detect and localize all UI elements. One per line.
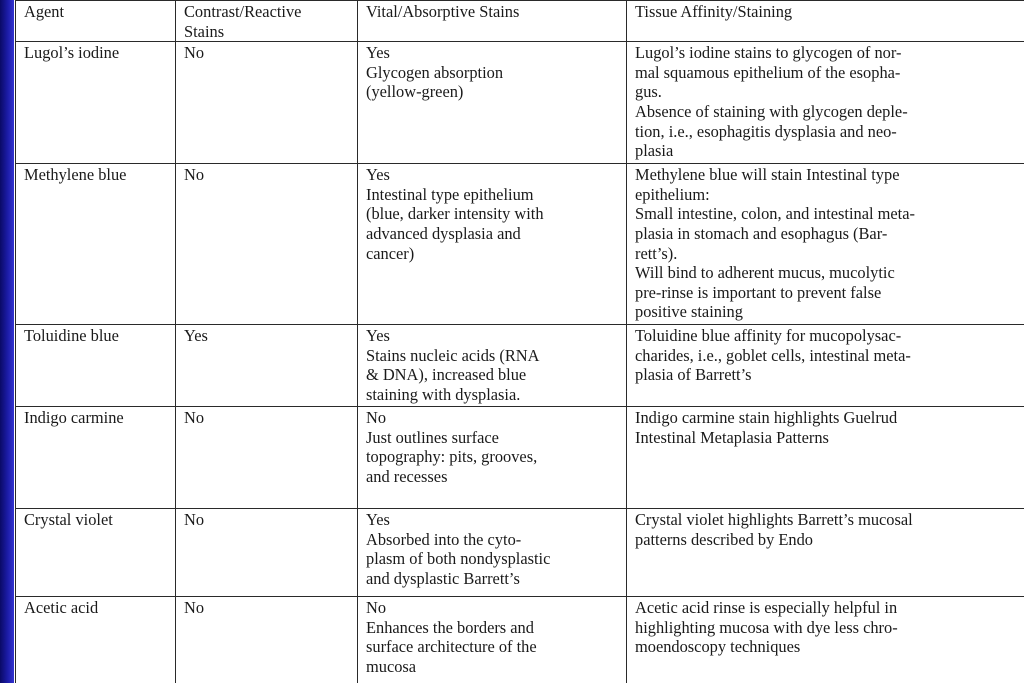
cell-tissue-affinity xyxy=(627,164,1024,325)
cell-line: Yes xyxy=(184,326,208,346)
cell-line: No xyxy=(366,408,387,428)
table-row xyxy=(16,597,1024,683)
cell-line: mal squamous epithelium of the esopha- xyxy=(635,62,901,82)
table-row xyxy=(16,407,1024,509)
cell-line: Acetic acid rinse is especially helpful in xyxy=(635,598,898,618)
cell-line: Tissue Affinity/Staining xyxy=(635,2,793,21)
cell-line: cancer) xyxy=(366,243,415,263)
cell-line: rett’s). xyxy=(635,243,678,263)
cell-line: Vital/Absorptive Stains xyxy=(366,2,520,21)
cell-line: Toluidine blue affinity for mucopolysac- xyxy=(635,326,902,346)
cell-line: Crystal violet highlights Barrett’s mucosal xyxy=(635,510,913,530)
cell-tissue-affinity xyxy=(627,407,1024,509)
cell-line: gus. xyxy=(635,82,662,102)
cell-line: highlighting mucosa with dye less chro- xyxy=(635,617,898,637)
table-row xyxy=(16,42,1024,164)
header-contrast-reactive-stains xyxy=(176,1,358,42)
cell-line: Crystal violet xyxy=(24,510,113,530)
cell-tissue-affinity xyxy=(627,325,1024,407)
cell-line: topography: pits, grooves, xyxy=(366,447,538,467)
cell-line: positive staining xyxy=(635,302,743,322)
cell-tissue-affinity xyxy=(627,42,1024,164)
cell-line: (yellow-green) xyxy=(366,82,464,102)
cell-line: Yes xyxy=(366,326,390,346)
cell-line: and dysplastic Barrett’s xyxy=(366,568,520,588)
header-vital-absorptive-stains xyxy=(358,1,627,42)
cell-contrast-reactive xyxy=(176,597,358,683)
cell-line: Yes xyxy=(366,165,390,185)
cell-line: Small intestine, colon, and intestinal meta- xyxy=(635,204,915,224)
cell-contrast-reactive xyxy=(176,407,358,509)
cell-line: Intestinal type epithelium xyxy=(366,184,534,204)
cell-tissue-affinity xyxy=(627,597,1024,683)
cell-agent xyxy=(16,325,176,407)
cell-line: Intestinal Metaplasia Patterns xyxy=(635,427,829,447)
cell-vital-absorptive xyxy=(358,164,627,325)
cell-line: (blue, darker intensity with xyxy=(366,204,544,224)
cell-line: Lugol’s iodine xyxy=(24,43,120,63)
cell-line: Stains nucleic acids (RNA xyxy=(366,345,540,365)
cell-agent xyxy=(16,164,176,325)
cell-line: pre-rinse is important to prevent false xyxy=(635,282,882,302)
cell-line: Agent xyxy=(24,2,65,21)
cell-line: Toluidine blue xyxy=(24,326,119,346)
cell-vital-absorptive xyxy=(358,325,627,407)
cell-agent xyxy=(16,407,176,509)
table-row xyxy=(16,164,1024,325)
cell-line: Yes xyxy=(366,510,390,530)
cell-contrast-reactive xyxy=(176,164,358,325)
cell-line: Contrast/Reactive xyxy=(184,2,302,21)
cell-line: Absorbed into the cyto- xyxy=(366,529,522,549)
cell-line: Stains xyxy=(184,21,225,41)
table-row xyxy=(16,509,1024,597)
cell-line: staining with dysplasia. xyxy=(366,384,521,404)
cell-line: mucosa xyxy=(366,656,417,676)
staining-agents-table xyxy=(15,0,1024,683)
cell-vital-absorptive xyxy=(358,407,627,509)
cell-line: Methylene blue xyxy=(24,165,127,185)
cell-line: Yes xyxy=(366,43,390,63)
cell-agent xyxy=(16,597,176,683)
cell-vital-absorptive xyxy=(358,42,627,164)
cell-line: Indigo carmine xyxy=(24,408,124,428)
cell-line: patterns described by Endo xyxy=(635,529,813,549)
cell-line: No xyxy=(184,43,205,63)
cell-line: Absence of staining with glycogen deple- xyxy=(635,101,908,121)
table-row xyxy=(16,325,1024,407)
cell-line: Enhances the borders and xyxy=(366,617,534,637)
cell-line: Indigo carmine stain highlights Guelrud xyxy=(635,408,898,428)
cell-line: Acetic acid xyxy=(24,598,99,618)
cell-vital-absorptive xyxy=(358,597,627,683)
left-accent-stripe xyxy=(0,0,14,683)
cell-line: surface architecture of the xyxy=(366,637,537,657)
cell-line: Methylene blue will stain Intestinal type xyxy=(635,165,900,185)
cell-line: Just outlines surface xyxy=(366,427,499,447)
cell-line: moendoscopy techniques xyxy=(635,637,801,657)
cell-line: charides, i.e., goblet cells, intestinal meta- xyxy=(635,345,911,365)
cell-line: plasia xyxy=(635,141,674,161)
cell-contrast-reactive xyxy=(176,509,358,597)
header-tissue-affinity-staining xyxy=(627,1,1024,42)
cell-contrast-reactive xyxy=(176,42,358,164)
cell-line: tion, i.e., esophagitis dysplasia and neo- xyxy=(635,121,897,141)
cell-line: plasia of Barrett’s xyxy=(635,365,752,385)
cell-line: No xyxy=(184,408,205,428)
cell-line: plasia in stomach and esophagus (Bar- xyxy=(635,223,888,243)
cell-line: epithelium: xyxy=(635,184,710,204)
cell-line: No xyxy=(184,598,205,618)
cell-line: and recesses xyxy=(366,466,448,486)
cell-vital-absorptive xyxy=(358,509,627,597)
cell-contrast-reactive xyxy=(176,325,358,407)
cell-line: & DNA), increased blue xyxy=(366,365,527,385)
table-header-row xyxy=(16,1,1024,42)
cell-line: No xyxy=(366,598,387,618)
cell-agent xyxy=(16,509,176,597)
cell-tissue-affinity xyxy=(627,509,1024,597)
cell-line: Will bind to adherent mucus, mucolytic xyxy=(635,263,895,283)
header-agent xyxy=(16,1,176,42)
cell-line: No xyxy=(184,165,205,185)
cell-line: Glycogen absorption xyxy=(366,62,504,82)
cell-line: advanced dysplasia and xyxy=(366,223,521,243)
cell-line: No xyxy=(184,510,205,530)
cell-line: Lugol’s iodine stains to glycogen of nor- xyxy=(635,43,902,63)
cell-line: plasm of both nondysplastic xyxy=(366,549,551,569)
cell-agent xyxy=(16,42,176,164)
